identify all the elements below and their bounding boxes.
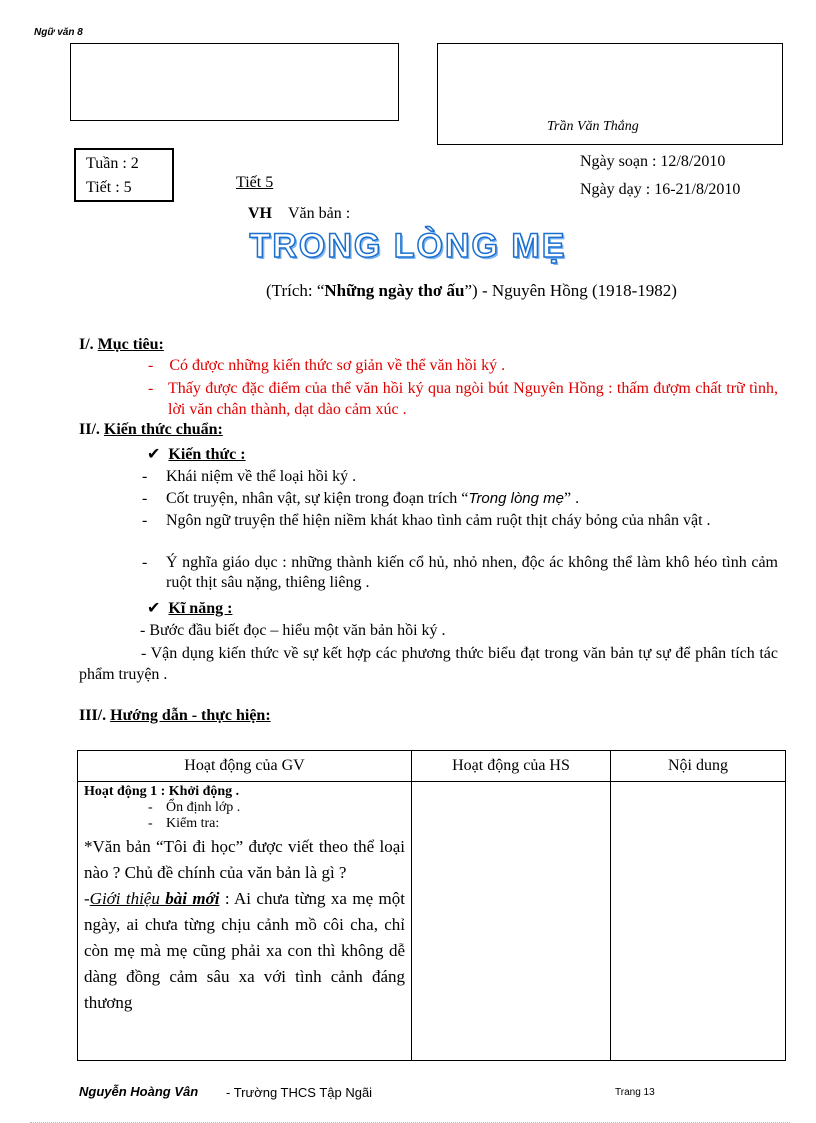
section-number: III/. (79, 707, 107, 724)
vh-label: VH (248, 205, 272, 222)
table-row (78, 782, 786, 1061)
skills-heading (147, 598, 232, 618)
period-box-label: Tiết : 5 (86, 179, 132, 196)
subject-label: Ngữ văn 8 (34, 27, 83, 38)
content-cell (611, 782, 786, 1061)
question-text: *Văn bản “Tôi đi học” được viết theo thể loại nào ? Chủ đề chính của văn bản là gì ? (84, 837, 405, 882)
skills-title: Kĩ năng : (168, 600, 233, 617)
section-knowledge-heading (79, 421, 223, 439)
teacher-cell (78, 782, 412, 1061)
list-item: - Ý nghĩa giáo dục : những thành kiến cổ hủ, nhỏ nhen, độc ác không thể làm khô héo tình cảm ruột thịt sâu nặng, thiêng liêng . (142, 554, 778, 591)
teacher-signature: Trần Văn Thắng (547, 119, 639, 134)
section-objectives-heading (79, 336, 164, 354)
intro-body: : Ai chưa từng xa mẹ một ngày, ai chưa từng chịu cảnh mồ côi cha, chỉ còn mẹ mà mẹ cũng phải xa con thì không dễ dàng đồng cảm sâu xa với tình cảnh đáng thương (84, 889, 405, 1012)
objective-text: Có được những kiến thức sơ giản về thể văn hồi ký . (169, 357, 506, 374)
list-item: - Khái niệm về thể loại hồi ký . (142, 467, 778, 487)
list-item: - Cốt truyện, nhân vật, sự kiện trong đoạn trích “Trong lòng mẹ” . (142, 489, 778, 509)
italic-title: Trong lòng mẹ (468, 490, 564, 507)
student-cell (412, 782, 611, 1061)
sub-item: - Kiểm tra: (148, 816, 220, 831)
objective-item (148, 378, 778, 420)
footer-page: Trang 13 (615, 1087, 655, 1098)
week-label: Tuần : 2 (86, 155, 139, 172)
list-text: Ý nghĩa giáo dục : những thành kiến cổ hủ, nhỏ nhen, độc ác không thể làm khô héo tình cảm ruột thịt sâu nặng, thiêng liêng . (166, 554, 778, 591)
list-text: Khái niệm về thể loại hồi ký . (166, 468, 357, 485)
footer-author: Nguyễn Hoàng Vân (79, 1084, 199, 1099)
excerpt-book: Những ngày thơ ấu (324, 281, 465, 300)
header-teacher: Hoạt động của GV (78, 751, 412, 782)
objective-text: Thấy được đặc điểm của thể văn hồi ký qua ngòi bút Nguyên Hồng : thấm đượm chất trữ tình, lời văn chân thành, dạt dào cảm xúc . (168, 380, 778, 418)
check-icon: ✔ (147, 600, 161, 617)
header-box-left (70, 43, 399, 121)
activity-title: Hoạt động 1 : Khởi động . (84, 784, 240, 799)
section-guide-heading (79, 707, 271, 725)
table-header-row (78, 751, 786, 782)
sub-item: - Ổn định lớp . (148, 800, 241, 815)
prep-date: Ngày soạn : 12/8/2010 (580, 153, 726, 170)
excerpt-source (266, 281, 677, 301)
text-type-line (248, 205, 350, 223)
text-label: Văn bản : (288, 205, 351, 222)
week-period-box (74, 148, 174, 202)
header-student: Hoạt động của HS (412, 751, 611, 782)
section-title: Hướng dẫn - thực hiện: (110, 707, 271, 724)
list-text-tail: ” . (564, 490, 580, 507)
teach-date: Ngày dạy : 16-21/8/2010 (580, 181, 741, 198)
knowledge-heading (147, 444, 246, 464)
period-label: Tiết 5 (236, 174, 274, 191)
lesson-table (77, 750, 786, 1061)
section-number: I/. (79, 336, 94, 353)
list-text (166, 489, 778, 509)
section-title: Kiến thức chuẩn: (103, 421, 223, 438)
section-title: Mục tiêu: (97, 336, 164, 353)
dash: - (148, 380, 154, 397)
objective-item: - Có được những kiến thức sơ giản về thể văn hồi ký . (148, 357, 506, 374)
intro-label: Giới thiệu (89, 889, 166, 908)
lesson-title: TRONG LÒNG MẸ (249, 227, 567, 265)
check-icon: ✔ (147, 446, 161, 463)
knowledge-title: Kiến thức : (168, 446, 246, 463)
intro-text: -Giới thiệu bài mới : Ai chưa từng xa mẹ một ngày, ai chưa từng chịu cảnh mồ côi cha, chỉ còn mẹ mà mẹ cũng phải xa con thì không dễ dàng đồng cảm sâu xa với tình cảnh đáng thương (84, 889, 405, 1012)
excerpt-post: ”) - Nguyên Hồng (1918-1982) (464, 281, 677, 300)
sub-item-text: Ổn định lớp . (166, 800, 241, 815)
sub-item-text: Kiểm tra: (166, 816, 220, 831)
skill-item: - Bước đầu biết đọc – hiểu một văn bản hồi ký . (140, 622, 446, 639)
footer-school: - Trường THCS Tập Ngãi (226, 1085, 373, 1100)
dates (580, 148, 740, 204)
excerpt-pre: (Trích: “ (266, 281, 325, 300)
section-number: II/. (79, 421, 100, 438)
list-text: Ngôn ngữ truyện thể hiện niềm khát khao tình cảm ruột thịt cháy bỏng của nhân vật . (166, 512, 711, 529)
header-content: Nội dung (611, 751, 786, 782)
list-item: - Ngôn ngữ truyện thể hiện niềm khát khao tình cảm ruột thịt cháy bỏng của nhân vật . (142, 511, 778, 531)
list-text-part: Cốt truyện, nhân vật, sự kiện trong đoạn trích “ (166, 490, 469, 507)
intro-label-bold: bài mới (165, 889, 220, 908)
skill-item: - Vận dụng kiến thức về sự kết hợp các phương thức biểu đạt trong văn bản tự sự để phân tích tác phẩm truyện . (79, 645, 778, 683)
